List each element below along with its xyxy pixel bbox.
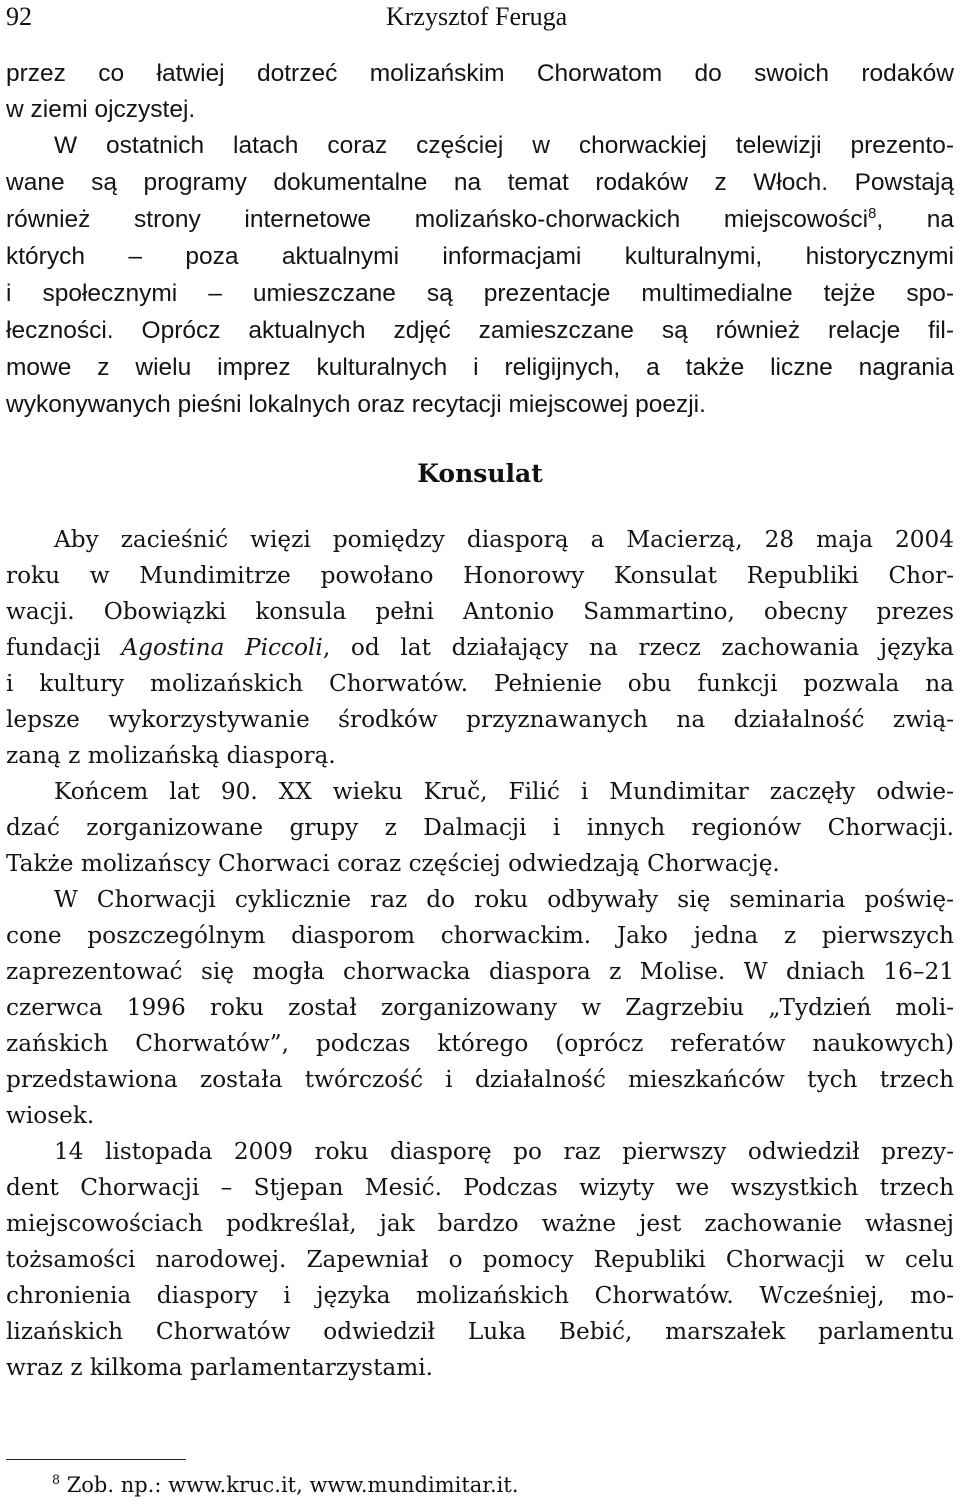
footnote-number: 8 [52, 1472, 61, 1487]
paragraph-5-line-6: przedstawiona została twórczość i działalność mieszkańców tych trzech [6, 1066, 954, 1093]
paragraph-6-line-5: chronienia diaspory i języka molizańskich Chorwatów. Wcześniej, mo- [6, 1282, 954, 1309]
footnote [52, 1470, 519, 1500]
page-number: 92 [6, 2, 32, 31]
paragraph-2-line-4: których – poza aktualnymi informacjami kulturalnymi, historycznymi [6, 243, 954, 270]
paragraph-5-line-2: cone poszczególnym diasporom chorwackim. Jako jedna z pierwszych [6, 922, 954, 949]
paragraph-3-line-4-start: fundacji [6, 634, 122, 661]
paragraph-4-line-3: Także molizańscy Chorwaci coraz częściej odwiedzają Chorwację. [6, 850, 780, 877]
paragraph-3-line-5: i kultury molizańskich Chorwatów. Pełnienie obu funkcji pozwala na [6, 670, 954, 697]
paragraph-1-line-2: w ziemi ojczystej. [6, 96, 196, 123]
paragraph-2-line-6: łeczności. Oprócz aktualnych zdjęć zamieszczane są również relacje fil- [6, 317, 954, 344]
paragraph-6-line-1: 14 listopada 2009 roku diasporę po raz pierwszy odwiedził prezy- [54, 1138, 954, 1165]
footnote-divider [6, 1459, 186, 1460]
paragraph-2-line-3 [6, 202, 954, 238]
paragraph-2-line-1: W ostatnich latach coraz częściej w chorwackiej telewizji prezento- [54, 132, 954, 159]
paragraph-3-line-6: lepsze wykorzystywanie środków przyznawanych na działalność zwią- [6, 706, 954, 733]
running-head: Krzysztof Feruga [386, 2, 568, 31]
paragraph-6-line-2: dent Chorwacji – Stjepan Mesić. Podczas wizyty we wszystkich trzech [6, 1174, 954, 1201]
foundation-name: Agostina Piccoli [121, 634, 323, 661]
footnote-text: Zob. np.: www.kruc.it, www.mundimitar.it. [60, 1473, 519, 1497]
paragraph-4-line-2: dzać zorganizowane grupy z Dalmacji i innych regionów Chorwacji. [6, 814, 954, 841]
paragraph-5-line-5: zańskich Chorwatów”, podczas którego (oprócz referatów naukowych) [6, 1030, 954, 1057]
paragraph-2-line-7: mowe z wielu imprez kulturalnych i religijnych, a także liczne nagrania [6, 354, 954, 381]
paragraph-3-line-7: zaną z molizańską diasporą. [6, 742, 336, 769]
paragraph-3-line-4-end: , od lat działający na rzecz zachowania języka [322, 634, 954, 661]
paragraph-3-line-4 [6, 630, 954, 666]
paragraph-5-line-7: wiosek. [6, 1102, 95, 1129]
paragraph-5-line-4: czerwca 1996 roku został zorganizowany w Zagrzebiu „Tydzień moli- [6, 994, 954, 1021]
paragraph-1-line-1: przez co łatwiej dotrzeć molizańskim Chorwatom do swoich rodaków [6, 60, 954, 87]
paragraph-2-line-8: wykonywanych pieśni lokalnych oraz recytacji miejscowej poezji. [6, 391, 706, 418]
paragraph-2-line-2: wane są programy dokumentalne na temat rodaków z Włoch. Powstają [6, 169, 954, 196]
paragraph-2-line-3-tail: , na [876, 206, 954, 233]
page-header [6, 0, 954, 40]
paragraph-3-line-2: roku w Mundimitrze powołano Honorowy Konsulat Republiki Chor- [6, 562, 954, 589]
paragraph-2-line-5: i społecznymi – umieszczane są prezentacje multimedialne tejże spo- [6, 280, 954, 307]
paragraph-6-line-6: lizańskich Chorwatów odwiedził Luka Bebić, marszałek parlamentu [6, 1318, 954, 1345]
paragraph-5-line-1: W Chorwacji cyklicznie raz do roku odbywały się seminaria poświę- [54, 886, 954, 913]
paragraph-4-line-1: Końcem lat 90. XX wieku Kruč, Filić i Mundimitar zaczęły odwie- [54, 778, 954, 805]
section-heading: Konsulat [417, 459, 543, 488]
footnote-reference: 8 [868, 205, 877, 222]
paragraph-6-line-4: tożsamości narodowej. Zapewniał o pomocy Republiki Chorwacji w celu [6, 1246, 954, 1273]
paragraph-3-line-3: wacji. Obowiązki konsula pełni Antonio Sammartino, obecny prezes [6, 598, 954, 625]
paragraph-3-line-1: Aby zacieśnić więzi pomiędzy diasporą a Macierzą, 28 maja 2004 [54, 526, 954, 553]
paragraph-5-line-3: zaprezentować się mogła chorwacka diaspora z Molise. W dniach 16–21 [6, 958, 954, 985]
paragraph-6-line-3: miejscowościach podkreślał, jak bardzo ważne jest zachowanie własnej [6, 1210, 954, 1237]
paragraph-6-line-7: wraz z kilkoma parlamentarzystami. [6, 1354, 433, 1381]
paragraph-2-line-3-text: również strony internetowe molizańsko-chorwackich miejscowości [6, 206, 869, 233]
